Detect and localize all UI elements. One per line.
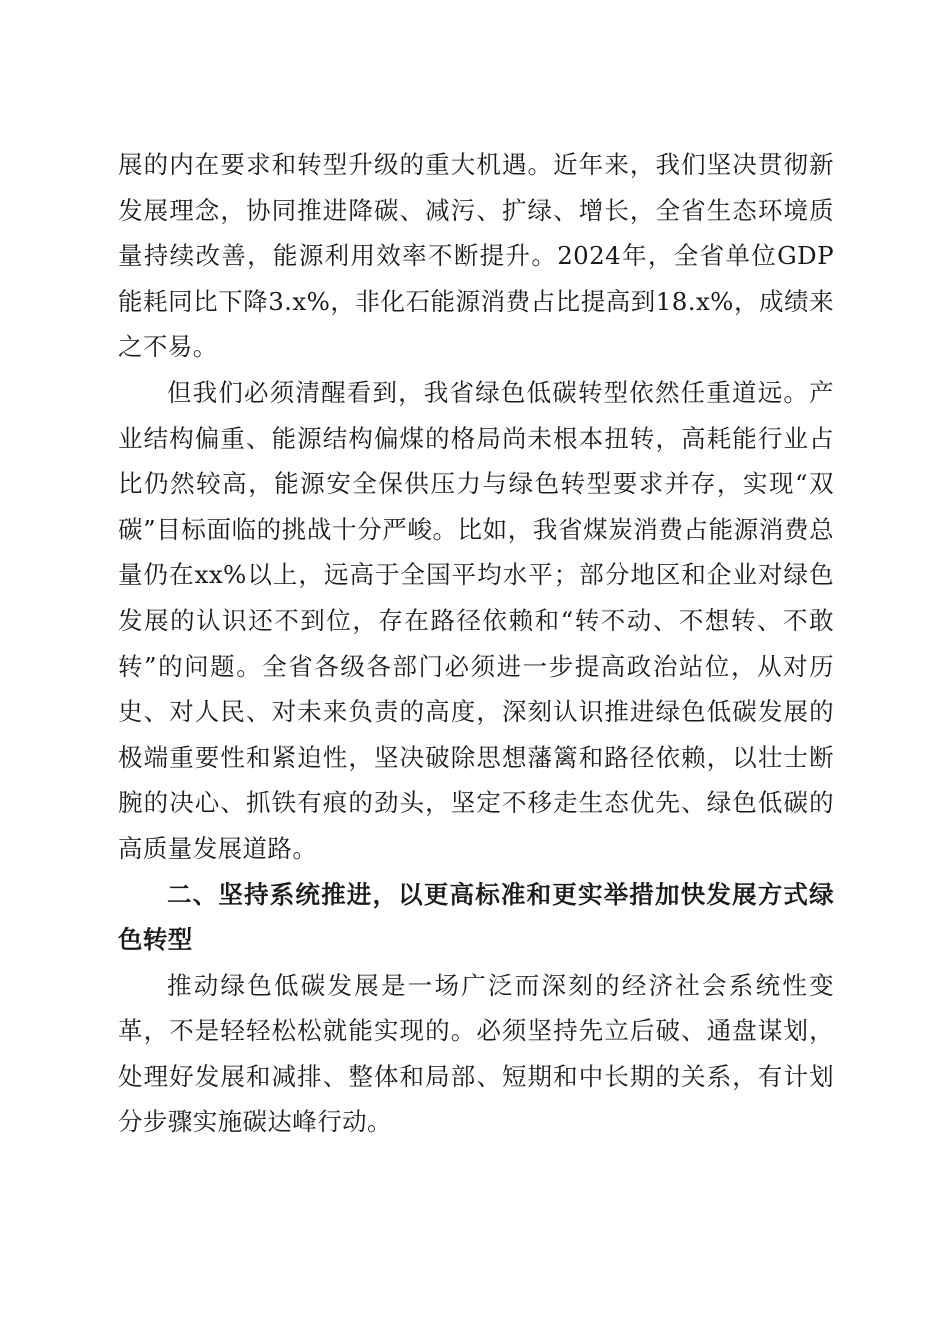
continued-paragraph: 展的内在要求和转型升级的重大机遇。近年来，我们坚决贯彻新发展理念，协同推进降碳、减污、扩绿、增长，全省生态环境质量持续改善，能源利用效率不断提升。2024年，全省单位GDP能耗同比下降3.x%，非化石能源消费占比提高到18.x%，成绩来之不易。	[118, 150, 834, 362]
section-heading: 二、坚持系统推进，以更高标准和更实举措加快发展方式绿色转型	[118, 879, 834, 955]
challenge-paragraph: 但我们必须清醒看到，我省绿色低碳转型依然任重道远。产业结构偏重、能源结构偏煤的格局尚未根本扭转，高耗能行业占比仍然较高，能源安全保供压力与绿色转型要求并存，实现“双碳”目标面临的挑战十分严峻。比如，我省煤炭消费占能源消费总量仍在xx%以上，远高于全国平均水平；部分地区和企业对绿色发展的认识还不到位，存在路径依赖和“转不动、不想转、不敢转”的问题。全省各级各部门必须进一步提高政治站位，从对历史、对人民、对未来负责的高度，深刻认识推进绿色低碳发展的极端重要性和紧迫性，坚决破除思想藩篱和路径依赖，以壮士断腕的决心、抓铁有痕的劲头，坚定不移走生态优先、绿色低碳的高质量发展道路。	[118, 377, 834, 863]
document-page	[118, 142, 834, 1145]
section-paragraph: 推动绿色低碳发展是一场广泛而深刻的经济社会系统性变革，不是轻轻松松就能实现的。必须坚持先立后破、通盘谋划，处理好发展和减排、整体和局部、短期和中长期的关系，有计划分步骤实施碳达峰行动。	[118, 970, 834, 1137]
